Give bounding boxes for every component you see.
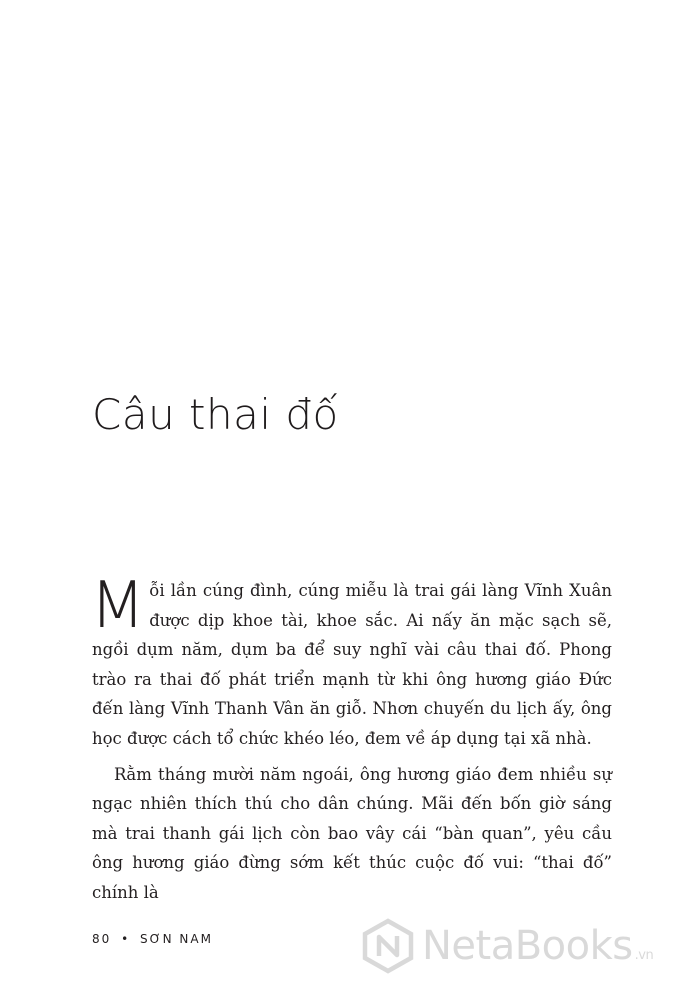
watermark-brand: NetaBooks <box>422 923 633 969</box>
author-name: SƠN NAM <box>140 932 213 946</box>
watermark <box>360 918 653 974</box>
watermark-text <box>422 923 653 969</box>
body-text <box>90 569 612 908</box>
drop-cap: M <box>90 569 146 643</box>
paragraph-2: Rằm tháng mười năm ngoái, ông hương giáo đem nhiều sự ngạc nhiên thích thú cho dân chúng. Mãi đến bốn giờ sáng mà trai thanh gái lịch còn bao vây cái “bàn quan”, yêu cầu ông hương giáo đừng sớm kết thúc cuộc đố vui: “thai đố” chính là <box>92 764 612 902</box>
footer-separator: • <box>121 932 131 946</box>
page-footer <box>92 932 213 946</box>
paragraph-1-text: ỗi lần cúng đình, cúng miễu là trai gái làng Vĩnh Xuân được dịp khoe tài, khoe sắc. Ai nấy ăn mặc sạch sẽ, ngồi dụm năm, dụm ba để suy nghĩ vài câu thai đố. Phong trào ra thai đố phát triển mạnh từ khi ông hương giáo Đức đến làng Vĩnh Thanh Vân ăn giỗ. Nhơn chuyến du lịch ấy, ông học được cách tổ chức khéo léo, đem về áp dụng tại xã nhà. <box>92 581 612 748</box>
watermark-suffix: .vn <box>634 948 654 963</box>
paragraph-1 <box>90 569 612 754</box>
netabooks-logo-icon <box>360 918 416 974</box>
page-number: 80 <box>92 932 112 946</box>
chapter-title: Câu thai đố <box>92 390 339 440</box>
